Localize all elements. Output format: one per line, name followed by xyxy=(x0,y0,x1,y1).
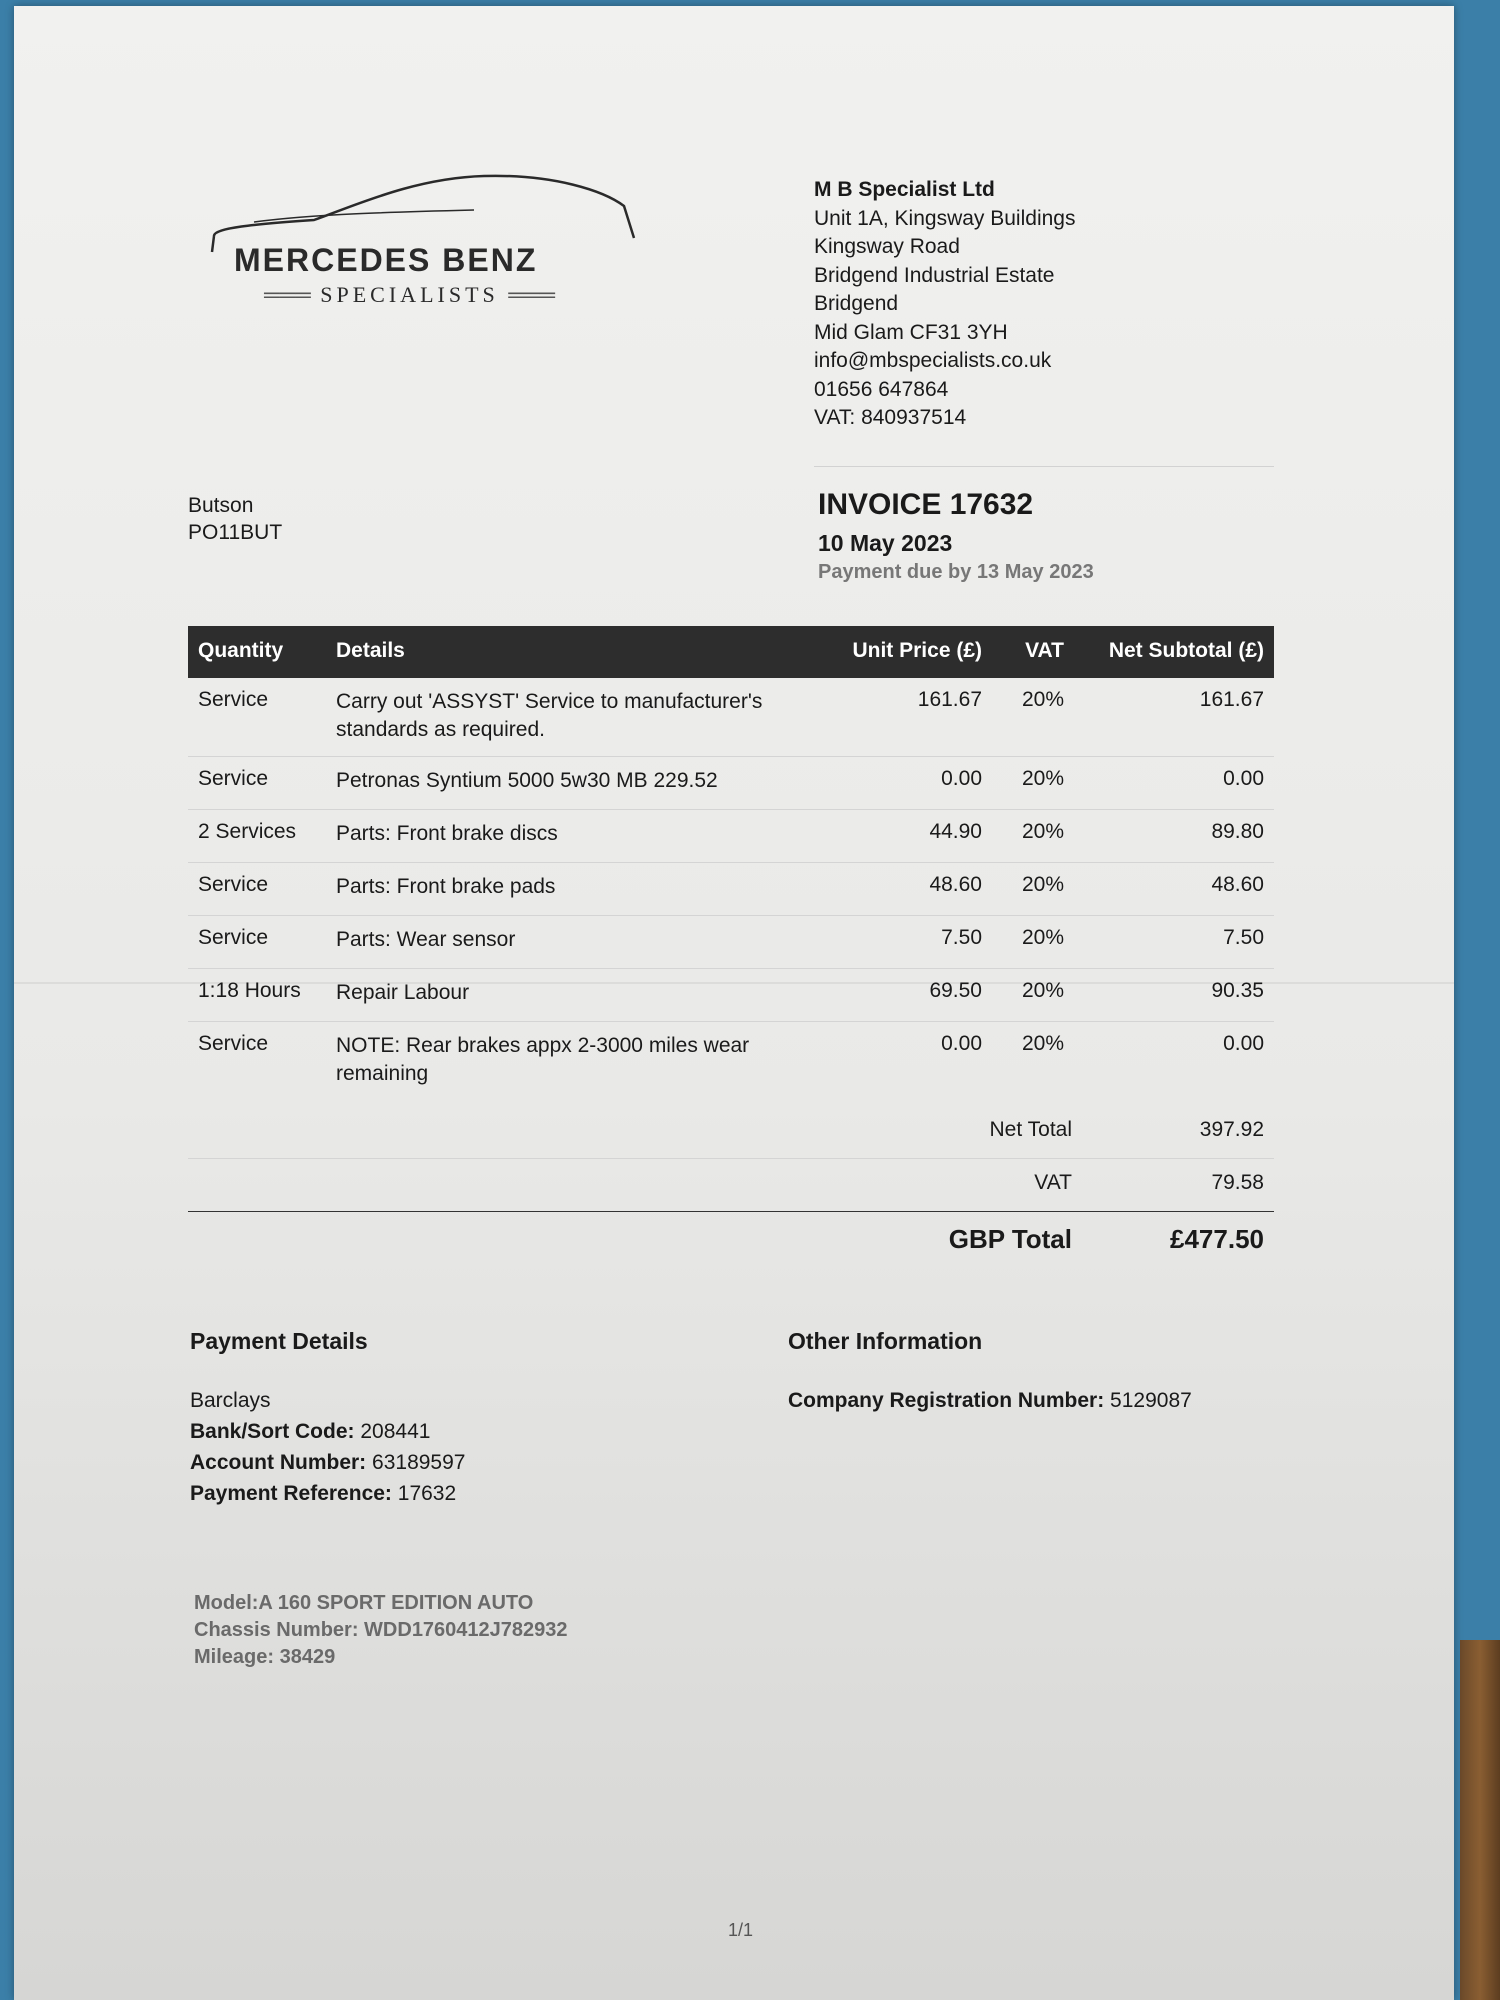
address-line: Unit 1A, Kingsway Buildings xyxy=(814,206,1076,230)
row-net: 7.50 xyxy=(1223,926,1264,949)
invoice-title: INVOICE 17632 xyxy=(818,488,1034,521)
row-vat: 20% xyxy=(1021,820,1064,843)
company-address xyxy=(814,176,1075,433)
grand-total-label: GBP Total xyxy=(948,1224,1072,1254)
sort-code-line xyxy=(190,1416,465,1447)
table-row xyxy=(188,757,1274,810)
row-details: Parts: Wear sensor xyxy=(336,928,516,951)
row-vat: 20% xyxy=(1021,873,1064,896)
row-details: Carry out 'ASSYST' Service to manufacturer's standards as required. xyxy=(336,690,763,741)
header-net-subtotal: Net Subtotal (£) xyxy=(1108,639,1264,662)
row-net: 161.67 xyxy=(1199,688,1264,711)
address-line: Kingsway Road xyxy=(814,235,960,258)
row-qty: Service xyxy=(198,1032,269,1055)
invoice-header xyxy=(818,488,1094,584)
logo-sub-text: ═══ SPECIALISTS ═══ xyxy=(264,282,556,307)
row-qty: Service xyxy=(198,688,269,711)
table-row xyxy=(188,678,1274,757)
row-unit-price: 44.90 xyxy=(929,820,982,843)
company-logo xyxy=(194,166,654,316)
row-details: Repair Labour xyxy=(336,981,470,1004)
row-unit-price: 7.50 xyxy=(941,926,982,949)
row-qty: Service xyxy=(198,926,269,949)
row-vat: 20% xyxy=(1021,767,1064,790)
client-block xyxy=(188,492,282,546)
row-qty: 1:18 Hours xyxy=(198,979,301,1002)
net-total-row xyxy=(188,1106,1274,1159)
row-vat: 20% xyxy=(1021,1032,1064,1055)
row-qty: 2 Services xyxy=(198,820,297,843)
address-line: Bridgend Industrial Estate xyxy=(814,263,1055,287)
company-reg-value: 5129087 xyxy=(1110,1389,1192,1412)
client-name: Butson xyxy=(188,494,254,517)
reference-line xyxy=(190,1478,465,1509)
sort-code-label: Bank/Sort Code: xyxy=(190,1420,355,1443)
row-unit-price: 161.67 xyxy=(917,688,982,711)
row-net: 0.00 xyxy=(1223,1032,1264,1055)
invoice-paper xyxy=(14,6,1454,2000)
account-label: Account Number: xyxy=(190,1451,367,1474)
row-unit-price: 48.60 xyxy=(929,873,982,896)
payment-heading: Payment Details xyxy=(190,1328,368,1354)
vat-value: 79.58 xyxy=(1211,1171,1264,1194)
totals-block xyxy=(188,1106,1274,1272)
company-phone: 01656 647864 xyxy=(814,377,949,401)
row-vat: 20% xyxy=(1021,688,1064,711)
row-net: 89.80 xyxy=(1211,820,1264,843)
table-row xyxy=(188,916,1274,969)
vehicle-model: Model:A 160 SPORT EDITION AUTO xyxy=(194,1592,534,1614)
vat-label: VAT xyxy=(1034,1171,1072,1194)
page-number: 1/1 xyxy=(728,1920,754,1940)
row-details: Parts: Front brake discs xyxy=(336,822,558,845)
header-unit-price: Unit Price (£) xyxy=(852,639,982,662)
row-qty: Service xyxy=(198,767,269,790)
logo-sub-label: SPECIALISTS xyxy=(320,282,499,307)
sort-code-value: 208441 xyxy=(360,1420,431,1443)
payment-due: Payment due by 13 May 2023 xyxy=(818,561,1094,583)
client-reg: PO11BUT xyxy=(188,521,283,544)
invoice-date: 10 May 2023 xyxy=(818,530,953,556)
vehicle-info xyxy=(194,1590,568,1671)
table-row xyxy=(188,810,1274,863)
reference-label: Payment Reference: xyxy=(190,1482,392,1505)
logo-main-text: MERCEDES BENZ xyxy=(234,242,538,278)
account-line xyxy=(190,1447,465,1478)
row-unit-price: 0.00 xyxy=(941,767,982,790)
divider xyxy=(814,466,1274,467)
address-line: Mid Glam CF31 3YH xyxy=(814,320,1008,344)
row-unit-price: 69.50 xyxy=(929,979,982,1002)
vehicle-chassis: Chassis Number: WDD1760412J782932 xyxy=(194,1619,568,1641)
row-details: Parts: Front brake pads xyxy=(336,875,556,898)
row-net: 48.60 xyxy=(1211,873,1264,896)
account-value: 63189597 xyxy=(372,1451,466,1474)
payment-details xyxy=(190,1326,465,1509)
row-vat: 20% xyxy=(1021,979,1064,1002)
row-details: Petronas Syntium 5000 5w30 MB 229.52 xyxy=(336,769,718,792)
row-net: 0.00 xyxy=(1223,767,1264,790)
reference-value: 17632 xyxy=(397,1482,457,1505)
table-row xyxy=(188,969,1274,1022)
header-quantity: Quantity xyxy=(198,639,284,662)
row-qty: Service xyxy=(198,873,269,896)
other-information xyxy=(788,1326,1192,1416)
company-vat: VAT: 840937514 xyxy=(814,406,967,429)
address-line: Bridgend xyxy=(814,292,899,315)
row-net: 90.35 xyxy=(1211,979,1264,1002)
wood-background xyxy=(1460,1640,1500,2000)
header-vat: VAT xyxy=(1025,639,1064,662)
vehicle-mileage: Mileage: 38429 xyxy=(194,1646,336,1668)
company-reg-line xyxy=(788,1385,1192,1416)
grand-total-value: £477.50 xyxy=(1170,1224,1264,1254)
line-items-table xyxy=(188,626,1274,1102)
company-name: M B Specialist Ltd xyxy=(814,178,995,201)
table-row xyxy=(188,863,1274,916)
vat-row xyxy=(188,1159,1274,1211)
company-reg-label: Company Registration Number: xyxy=(788,1389,1105,1412)
row-vat: 20% xyxy=(1021,926,1064,949)
table-row xyxy=(188,1022,1274,1102)
grand-total-row xyxy=(188,1211,1274,1272)
table-header xyxy=(188,626,1274,678)
row-details: NOTE: Rear brakes appx 2-3000 miles wear remaining xyxy=(336,1034,750,1085)
bank-name: Barclays xyxy=(190,1389,271,1412)
header-details: Details xyxy=(336,639,405,662)
net-total-label: Net Total xyxy=(989,1118,1072,1141)
net-total-value: 397.92 xyxy=(1199,1118,1264,1141)
row-unit-price: 0.00 xyxy=(941,1032,982,1055)
company-email: info@mbspecialists.co.uk xyxy=(814,349,1052,372)
other-heading: Other Information xyxy=(788,1328,983,1354)
